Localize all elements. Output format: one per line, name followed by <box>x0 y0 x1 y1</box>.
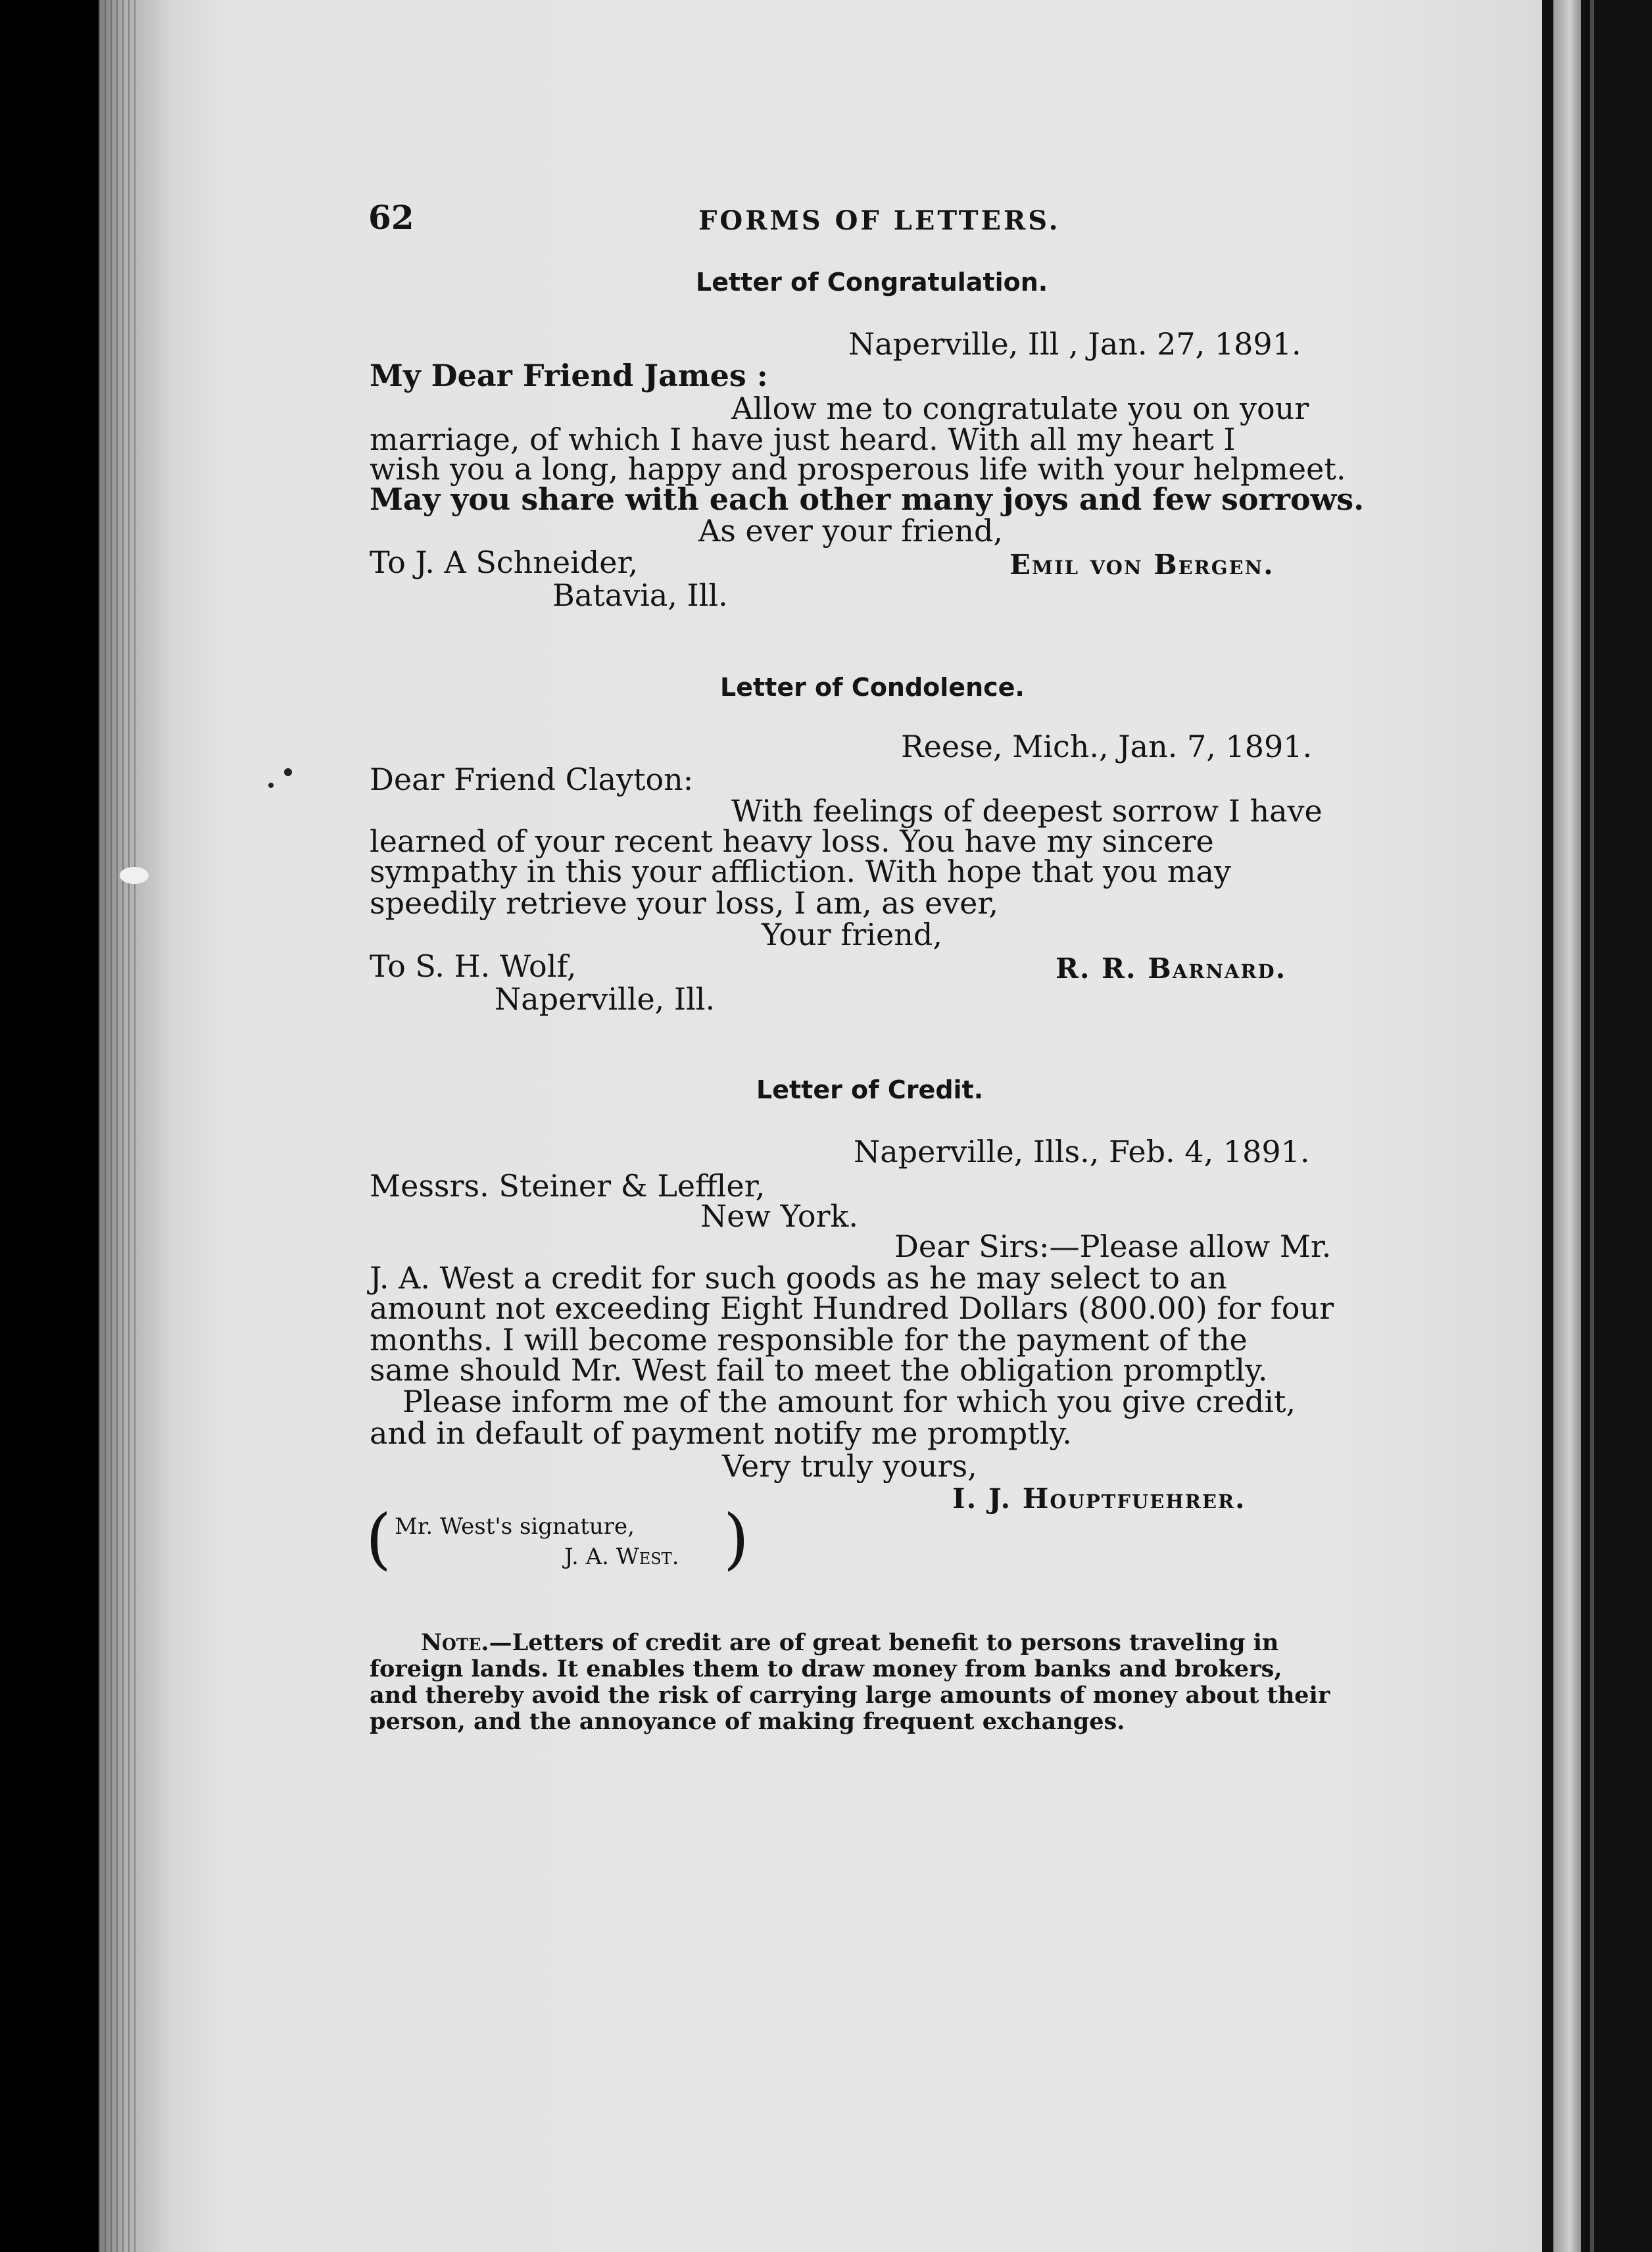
congratulation-address-city: Batavia, Ill. <box>552 577 728 613</box>
condolence-closing: Your friend, <box>762 917 942 952</box>
credit-addressee-city: New York. <box>700 1198 859 1234</box>
gutter-line <box>1590 0 1594 2252</box>
credit-signature: I. J. Houptfuehrer. <box>952 1482 1246 1515</box>
note-line: person, and the annoyance of making frequent exchanges. <box>370 1708 1125 1735</box>
condolence-line: speedily retrieve your loss, I am, as ever, <box>370 885 998 921</box>
congratulation-line: Allow me to congratulate you on your <box>731 391 1309 426</box>
condolence-line: learned of your recent heavy loss. You have my sincere <box>370 823 1214 859</box>
credit-line: J. A. West a credit for such goods as he may select to an <box>370 1260 1227 1296</box>
credit-line: same should Mr. West fail to meet the obligation promptly. <box>370 1352 1268 1388</box>
condolence-signature: R. R. Barnard. <box>1056 952 1287 985</box>
credit-heading: Letter of Credit. <box>756 1075 984 1104</box>
credit-line: Please inform me of the amount for which you give credit, <box>402 1384 1296 1419</box>
credit-line: months. I will become responsible for the payment of the <box>370 1322 1248 1358</box>
congratulation-line: May you share with each other many joys and few sorrows. <box>370 481 1365 517</box>
note-text: —Letters of credit are of great benefit to persons traveling in <box>489 1629 1279 1656</box>
page-edges <box>99 0 138 2252</box>
congratulation-heading: Letter of Congratulation. <box>696 268 1048 297</box>
ink-speck <box>284 768 292 776</box>
congratulation-closing: As ever your friend, <box>698 513 1004 549</box>
note-label: Note. <box>421 1629 489 1656</box>
close-bracket: ) <box>723 1500 750 1577</box>
credit-closing: Very truly yours, <box>722 1448 977 1484</box>
condolence-heading: Letter of Condolence. <box>720 673 1025 702</box>
book-page <box>99 0 1542 2252</box>
credit-line: and in default of payment notify me promptly. <box>370 1415 1072 1451</box>
note-line: and thereby avoid the risk of carrying large amounts of money about their <box>370 1682 1330 1709</box>
condolence-line: With feelings of deepest sorrow I have <box>731 793 1323 829</box>
condolence-dateline: Reese, Mich., Jan. 7, 1891. <box>901 729 1313 764</box>
note-line-1 <box>421 1631 1278 1654</box>
congratulation-salutation: My Dear Friend James : <box>370 358 768 393</box>
congratulation-dateline: Naperville, Ill , Jan. 27, 1891. <box>848 326 1301 362</box>
credit-line: amount not exceeding Eight Hundred Dollars (800.00) for four <box>370 1290 1334 1326</box>
credit-addressee: Messrs. Steiner & Leffler, <box>370 1168 765 1204</box>
ink-smudge <box>120 867 149 884</box>
west-signature-name: J. A. West. <box>564 1544 679 1570</box>
congratulation-signature: Emil von Bergen. <box>1009 549 1275 581</box>
note-line: foreign lands. It enables them to draw money from banks and brokers, <box>370 1655 1282 1682</box>
ink-speck <box>268 783 274 788</box>
west-signature-label: Mr. West's signature, <box>395 1513 635 1540</box>
congratulation-line: marriage, of which I have just heard. With all my heart I <box>370 422 1236 457</box>
scan-margin-left <box>0 0 99 2252</box>
congratulation-address: To J. A Schneider, <box>370 545 639 580</box>
congratulation-line: wish you a long, happy and prosperous life with your helpmeet. <box>370 451 1346 487</box>
page-number: 62 <box>368 198 414 237</box>
running-head: FORMS OF LETTERS. <box>698 205 1061 236</box>
condolence-address: To S. H. Wolf, <box>370 948 577 984</box>
condolence-address-city: Naperville, Ill. <box>495 981 716 1017</box>
facing-page-edge <box>1553 0 1581 2252</box>
condolence-line: sympathy in this your affliction. With hope that you may <box>370 854 1231 889</box>
condolence-salutation: Dear Friend Clayton: <box>370 762 694 797</box>
open-bracket: ( <box>366 1500 392 1577</box>
credit-line: Dear Sirs:—Please allow Mr. <box>894 1229 1332 1264</box>
credit-dateline: Naperville, Ills., Feb. 4, 1891. <box>854 1134 1310 1169</box>
